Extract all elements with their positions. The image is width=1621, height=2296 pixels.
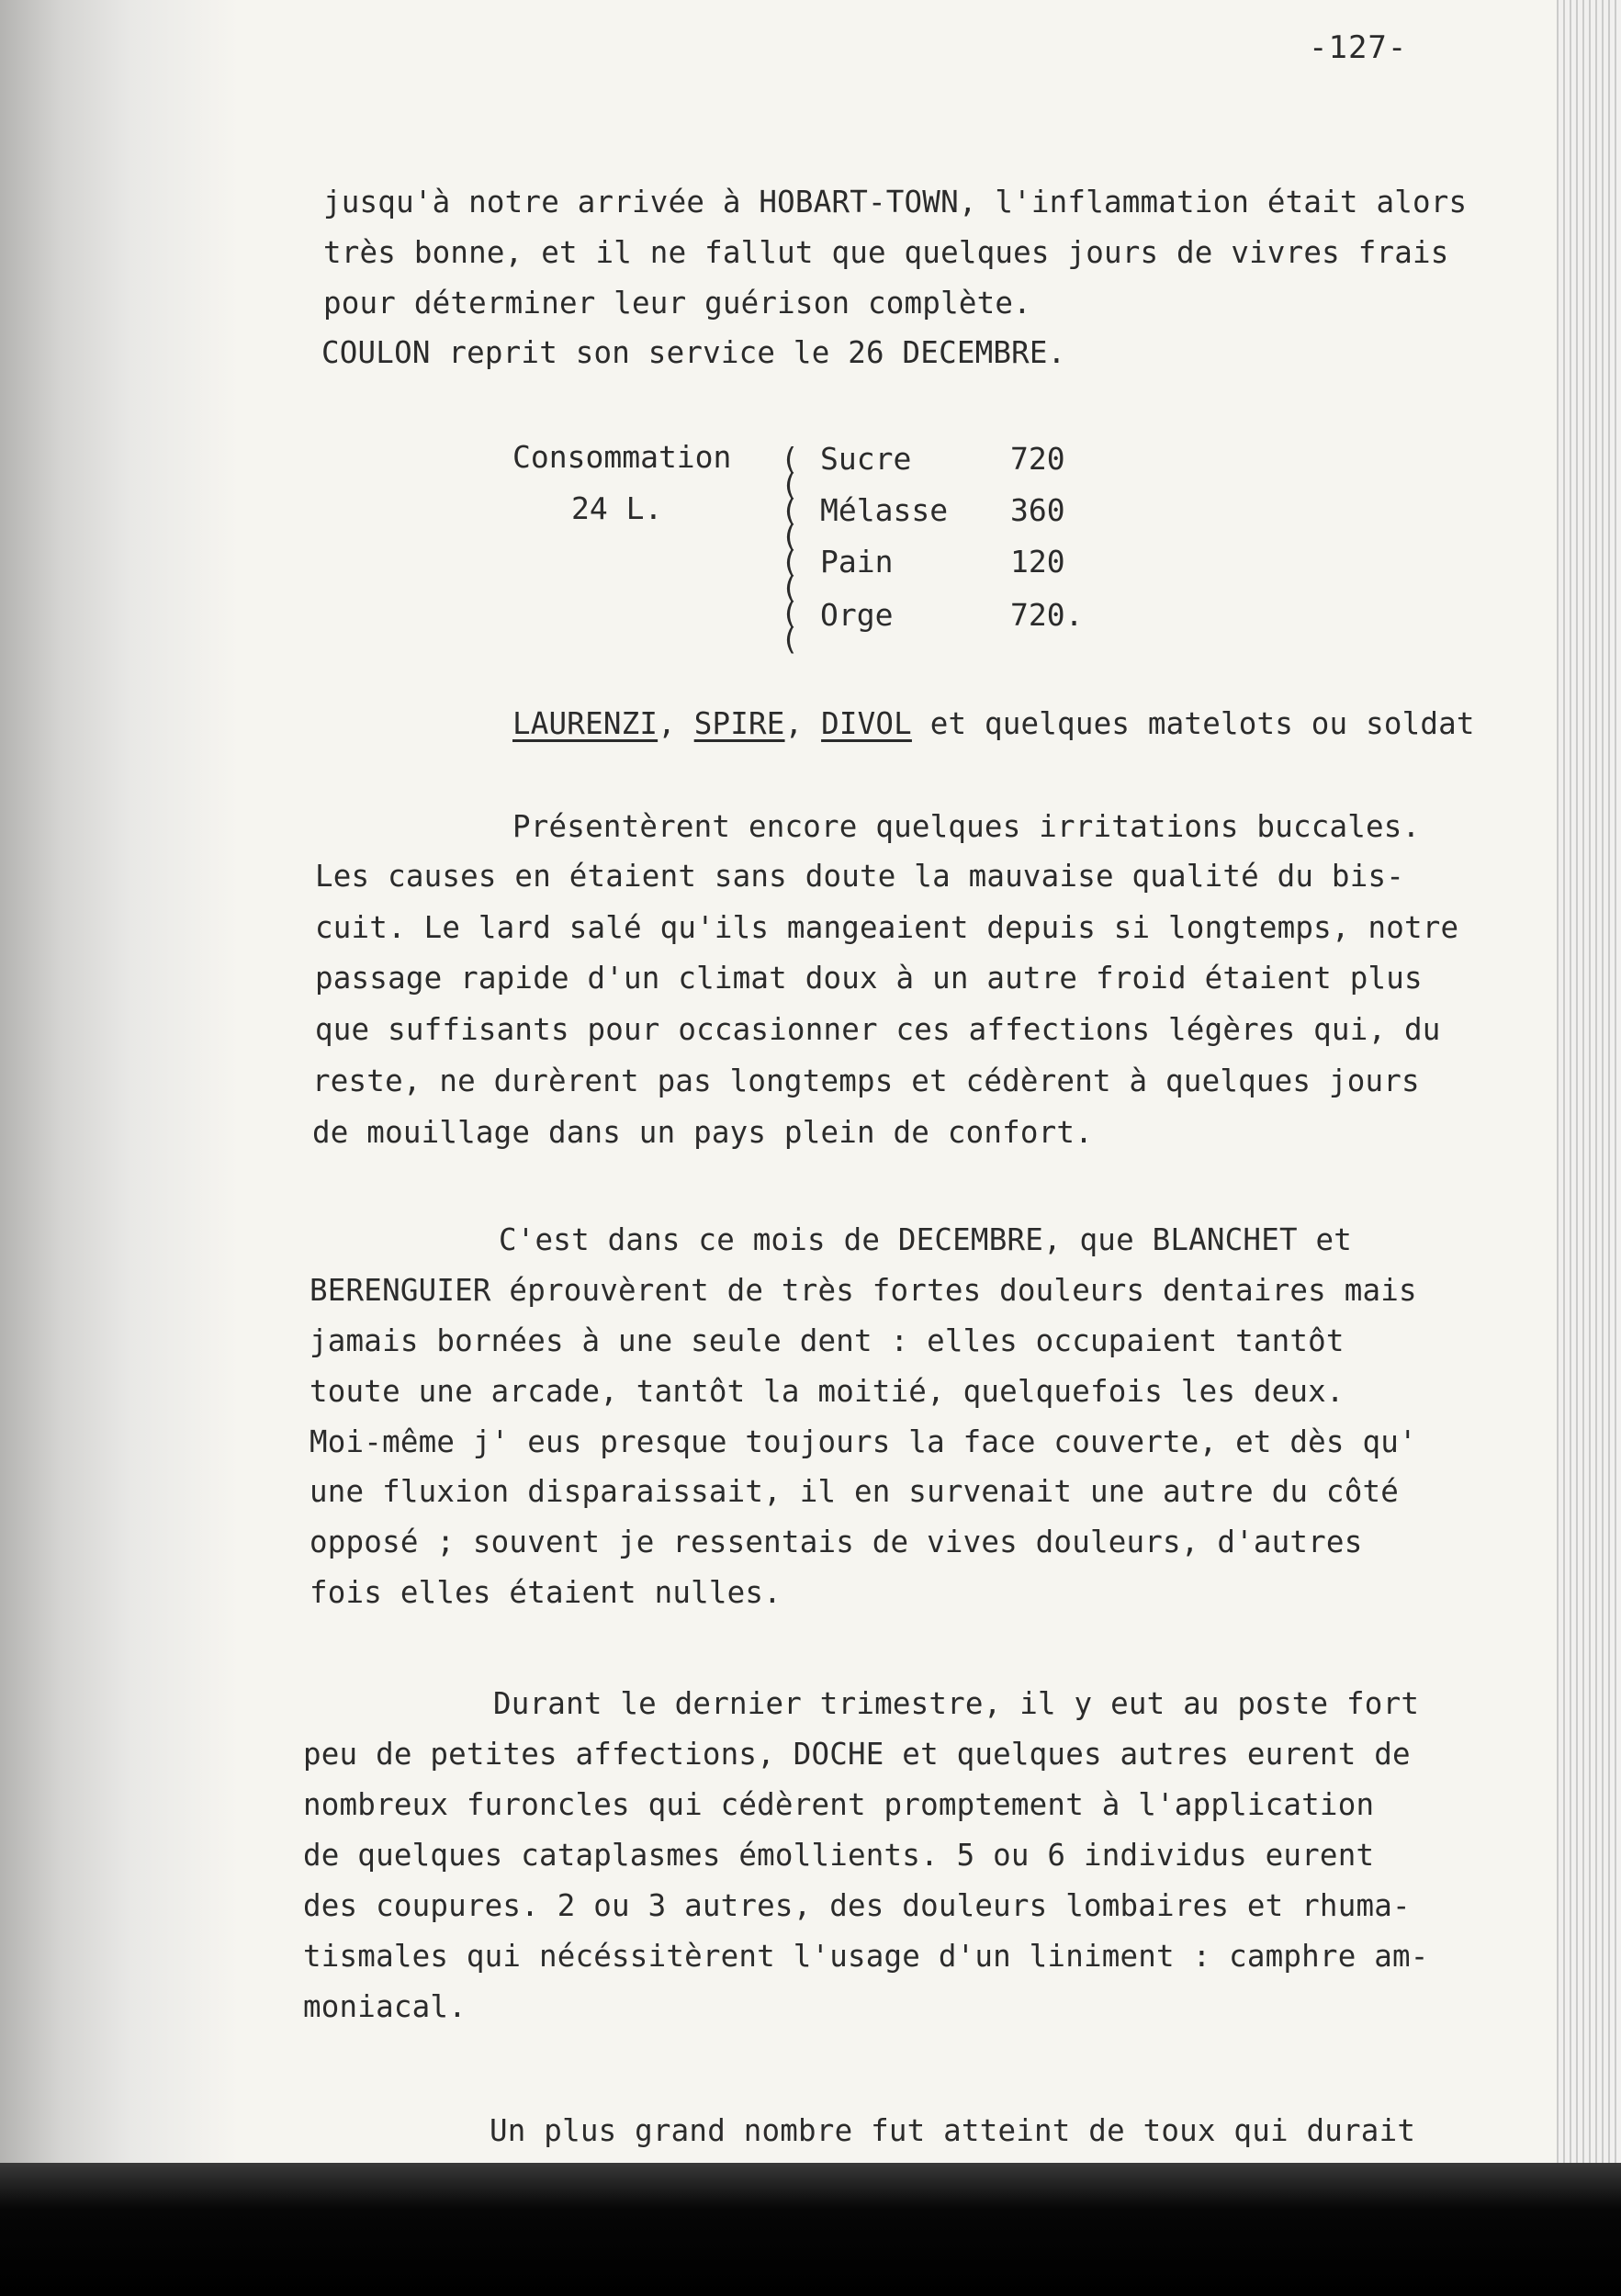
- text-line: très bonne, et il ne fallut que quelques jours de vivres frais: [323, 235, 1449, 270]
- text-line: tismales qui nécéssitèrent l'usage d'un liniment : camphre am-: [303, 1939, 1429, 1974]
- names-line-rest: et quelques matelots ou soldat: [911, 706, 1475, 741]
- brace-paren: (: [781, 518, 799, 554]
- consumption-item-name: Mélasse: [820, 492, 949, 528]
- text-line: opposé ; souvent je ressentais de vives douleurs, d'autres: [310, 1525, 1363, 1559]
- text-line: peu de petites affections, DOCHE et quelques autres eurent de: [303, 1737, 1411, 1772]
- text-line: Un plus grand nombre fut atteint de toux qui durait: [490, 2113, 1416, 2148]
- brace-paren: (: [781, 569, 799, 605]
- brace-paren: (: [781, 467, 799, 502]
- text-line: jusqu'à notre arrivée à HOBART-TOWN, l'inflammation était alors: [323, 185, 1468, 219]
- scan-shadow-left: [0, 0, 239, 2296]
- text-line: une fluxion disparaissait, il en survenait une autre du côté: [310, 1474, 1399, 1509]
- consumption-label: Consommation: [512, 439, 732, 475]
- text-line: pour déterminer leur guérison complète.: [323, 286, 1031, 321]
- text-line: des coupures. 2 ou 3 autres, des douleurs lombaires et rhuma-: [303, 1888, 1411, 1923]
- text-line: BERENGUIER éprouvèrent de très fortes douleurs dentaires mais: [310, 1273, 1417, 1308]
- patient-name: DIVOL: [821, 706, 912, 741]
- brace-paren: (: [781, 441, 799, 477]
- text-line: COULON reprit son service le 26 DECEMBRE.: [321, 335, 1066, 370]
- name-separator: ,: [658, 706, 694, 741]
- text-line: reste, ne durèrent pas longtemps et cédèrent à quelques jours: [312, 1064, 1420, 1098]
- consumption-item-name: Sucre: [820, 441, 912, 477]
- scan-shadow-bottom: [0, 2163, 1621, 2296]
- text-line: Les causes en étaient sans doute la mauvaise qualité du bis-: [315, 859, 1404, 894]
- name-separator: ,: [784, 706, 822, 741]
- consumption-item-value: 720.: [1010, 597, 1084, 633]
- consumption-item-value: 360: [1010, 492, 1065, 528]
- brace-paren: (: [781, 492, 799, 528]
- scan-edge-right: [1557, 0, 1621, 2296]
- names-line: [512, 705, 1475, 742]
- consumption-item-value: 720: [1010, 441, 1065, 477]
- text-line: Durant le dernier trimestre, il y eut au poste fort: [493, 1686, 1420, 1721]
- text-line: nombreux furoncles qui cédèrent promptement à l'application: [303, 1787, 1375, 1822]
- patient-name: SPIRE: [693, 706, 785, 741]
- brace-paren: (: [781, 595, 799, 631]
- text-line: passage rapide d'un climat doux à un autre froid étaient plus: [315, 961, 1423, 996]
- text-line: moniacal.: [303, 1989, 467, 2024]
- consumption-item-name: Orge: [820, 597, 894, 633]
- text-line: de quelques cataplasmes émollients. 5 ou 6 individus eurent: [303, 1838, 1375, 1873]
- brace-paren: (: [781, 621, 799, 657]
- text-line: jamais bornées à une seule dent : elles occupaient tantôt: [310, 1323, 1345, 1358]
- text-line: toute une arcade, tantôt la moitié, quelquefois les deux.: [310, 1374, 1345, 1409]
- page-number: -127-: [1309, 29, 1408, 66]
- patient-name: LAURENZI: [512, 706, 659, 741]
- consumption-item-name: Pain: [820, 544, 894, 580]
- text-line: C'est dans ce mois de DECEMBRE, que BLANCHET et: [499, 1222, 1353, 1257]
- text-line: fois elles étaient nulles.: [310, 1575, 782, 1610]
- text-line: Moi-même j' eus presque toujours la face couverte, et dès qu': [310, 1424, 1417, 1459]
- text-line: cuit. Le lard salé qu'ils mangeaient depuis si longtemps, notre: [315, 910, 1459, 945]
- brace-paren: (: [781, 544, 799, 580]
- text-line: Présentèrent encore quelques irritations buccales.: [512, 809, 1421, 844]
- text-line: que suffisants pour occasionner ces affections légères qui, du: [315, 1012, 1441, 1047]
- consumption-quantity: 24 L.: [571, 490, 663, 526]
- text-line: de mouillage dans un pays plein de confort.: [312, 1115, 1093, 1150]
- consumption-item-value: 120: [1010, 544, 1065, 580]
